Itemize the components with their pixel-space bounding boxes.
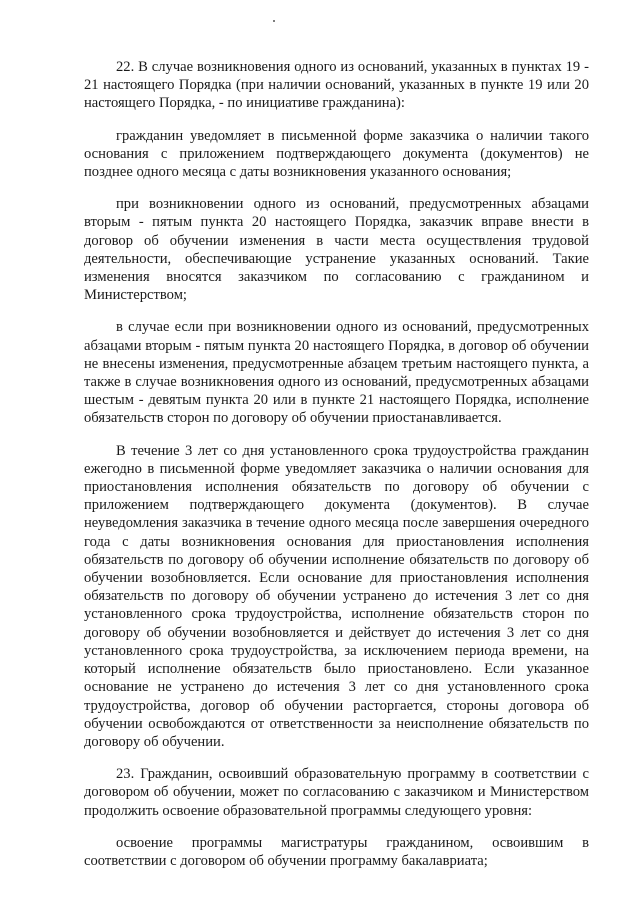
paragraph-22-intro: 22. В случае возникновения одного из оснований, указанных в пунктах 19 - 21 настоящего Порядка (при наличии оснований, указанных в пункте 19 или 20 настоящего Порядка, - по инициативе гражданина): <box>84 59 589 112</box>
document-body <box>84 58 589 884</box>
scan-speck <box>273 20 275 22</box>
paragraph-23-intro: 23. Гражданин, освоивший образовательную программу в соответствии с договором об обучении, может по согласованию с заказчиком и Министерством продолжить освоение образовательной программы следующего уровня: <box>84 766 589 819</box>
paragraph-contract-changes: при возникновении одного из оснований, предусмотренных абзацами вторым - пятым пункта 20 настоящего Порядка, заказчик вправе внести в договор об обучении изменения в части места осуществления трудовой деятельности, обеспечивающие устранение указанных оснований. Такие изменения вносятся заказчиком по согласованию с гражданином и Министерством; <box>84 196 589 304</box>
paragraph-notification: гражданин уведомляет в письменной форме заказчика о наличии такого основания с приложением подтверждающего документа (документов) не позднее одного месяца с даты возникновения указанного основания; <box>84 127 589 181</box>
paragraph-suspension: в случае если при возникновении одного из оснований, предусмотренных абзацами вторым - пятым пункта 20 настоящего Порядка, в договор об обучении не внесены изменения, предусмотренные абзацем третьим настоящего пункта, а также в случае возникновения одного из оснований, предусмотренных абзацами шестым - девятым пункта 20 или в пункте 21 настоящего Порядка, исполнение обязательств сторон по договору об обучении приостанавливается. <box>84 319 589 427</box>
paragraph-masters: освоение программы магистратуры гражданином, освоившим в соответствии с договором об обучении программу бакалавриата; <box>84 834 589 869</box>
paragraph-three-years: В течение 3 лет со дня установленного срока трудоустройства гражданин ежегодно в письменной форме уведомляет заказчика о наличии основания для приостановления исполнения обязательств по договору об обучении с приложением подтверждающего документа (документов). В случае неуведомления заказчика в течение одного месяца после завершения очередного года с даты возникновения основания для приостановления исполнения обязательств по договору об обучении исполнение обязательств по договору об обучении возобновляется. Если основание для приостановления исполнения обязательств по договору об обучении устранено до истечения 3 лет со дня установленного срока трудоустройства, исполнение обязательств сторон по договору об обучении возобновляется и действует до истечения 3 лет со дня установленного срока трудоустройства, за исключением периода времени, на который исполнение обязательств было приостановлено. Если указанное основание не устранено до истечения 3 лет со дня установленного срока трудоустройства, договор об обучении расторгается, стороны договора об обучении освобождаются от ответственности за неисполнение обязательств по договору об обучении. <box>84 442 589 750</box>
